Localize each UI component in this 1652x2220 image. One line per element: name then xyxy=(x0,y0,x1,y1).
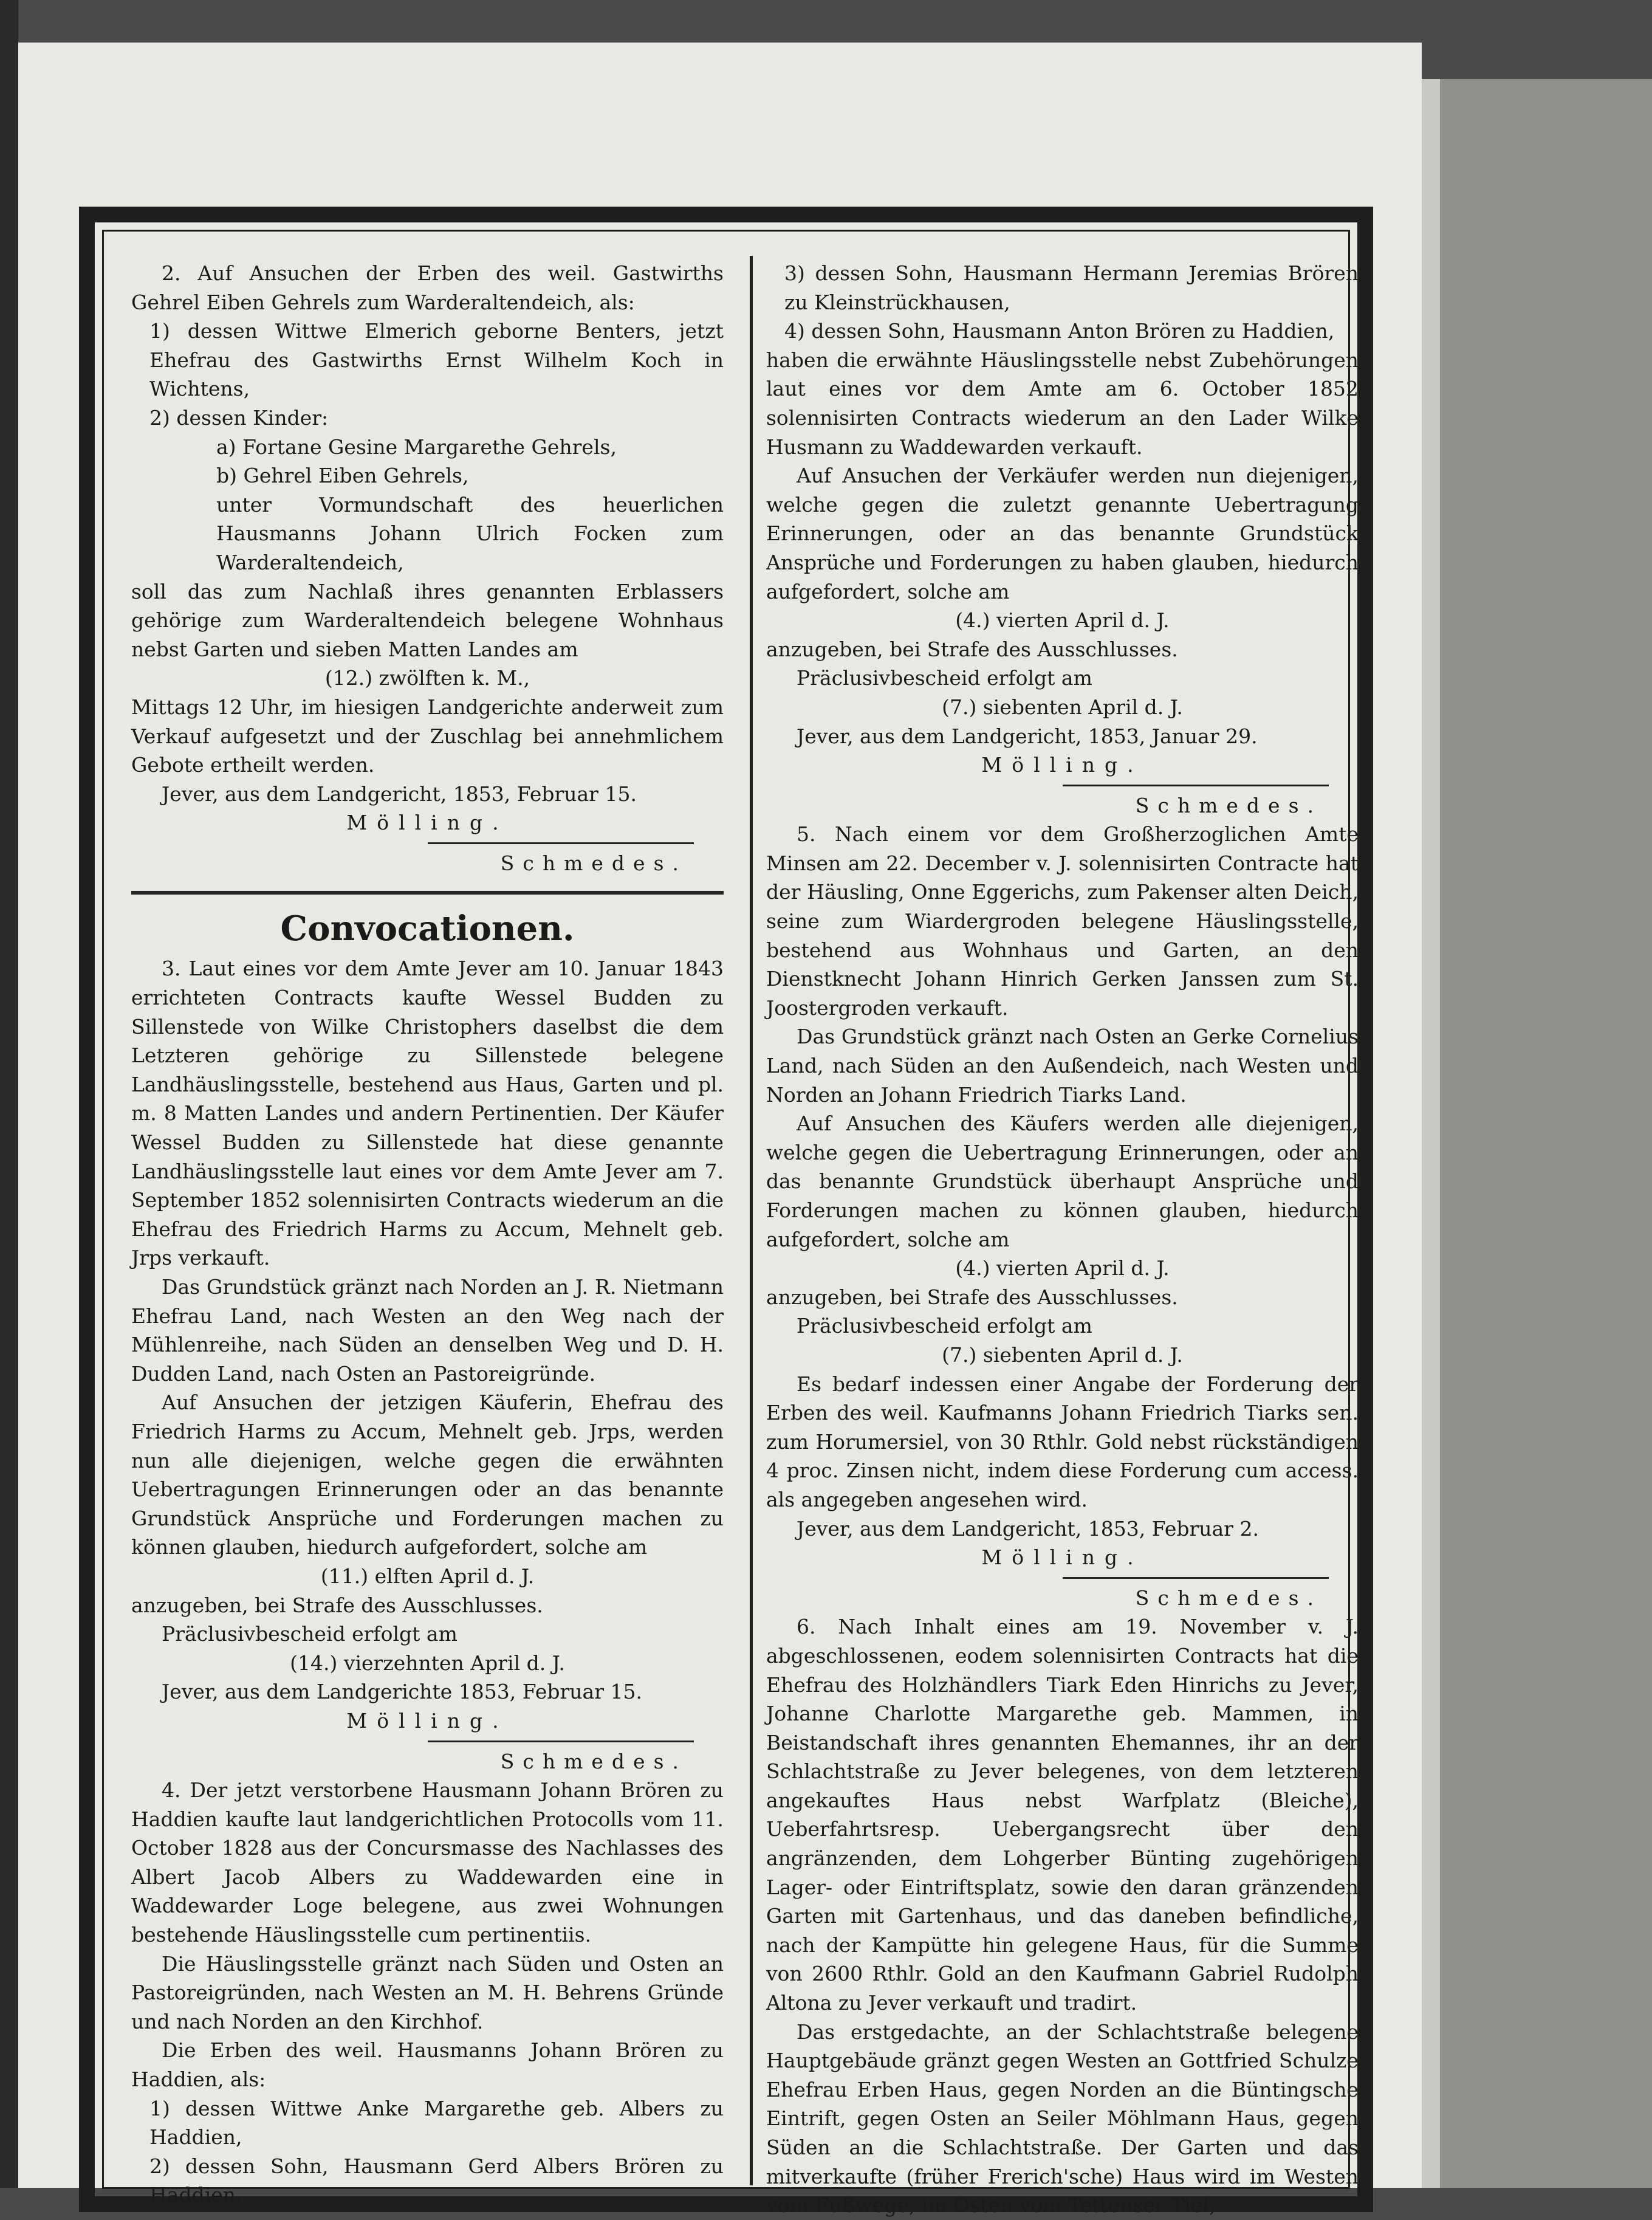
signature-name: Mölling. xyxy=(981,753,1143,777)
paragraph: 4. Der jetzt verstorbene Hausmann Johann Brören zu Haddien kaufte laut landgerichtlichen Protocolls vom 11. October 1828 aus der Concursmasse des Nachlasses des Albert Jacob Albers zu Waddewarden eine in Waddewarder Loge belegene, aus zwei Wohnungen bestehende Häuslingsstelle cum pertinentiis. xyxy=(131,1778,724,1947)
paragraph: anzugeben, bei Strafe des Ausschlusses. xyxy=(131,1593,543,1617)
signature-clerk: Schmedes. xyxy=(500,851,687,875)
signature-rule xyxy=(428,1741,694,1742)
paragraph: Das Grundstück gränzt nach Osten an Gerke Cornelius Land, nach Süden an den Außendeich, nach Westen und Norden an Johann Friedrich Tiarks Land. xyxy=(766,1025,1359,1107)
paragraph: 2. Auf Ansuchen der Erben des weil. Gastwirths Gehrel Eiben Gehrels zum Warderaltendeich, als: xyxy=(131,261,724,314)
left-column xyxy=(131,259,724,2210)
section-heading: Convocationen. xyxy=(280,909,575,949)
paragraph: Auf Ansuchen der Verkäufer werden nun diejenigen, welche gegen die zuletzt genannte Uebertragung Erinnerungen, oder an das benannte Grundstück Ansprüche und Forderungen zu haben glauben, hiedurch aufgefordert, solche am xyxy=(766,464,1359,603)
paragraph: Das erstgedachte, an der Schlachtstraße belegene Hauptgebäude gränzt gegen Westen an Gottfried Schulze Ehefrau Erben Haus, gegen Norden an die Büntingsche Eintrift, gegen Osten an Seiler Möhlmann Haus, gegen Süden an die Schlachtstraße. Der Garten und das mitverkaufte (früher Frerich'sche) Haus wird im Westen vom Fußwege, im Osten vom Tettenser Tief, xyxy=(766,2019,1359,2218)
right-column xyxy=(766,259,1359,2220)
page-border-frame xyxy=(79,207,1373,2218)
signature-rule xyxy=(1063,1577,1329,1579)
paragraph: Die Erben des weil. Hausmanns Johann Brören zu Haddien, als: xyxy=(131,2038,724,2092)
paragraph: haben die erwähnte Häuslingsstelle nebst Zubehörungen laut eines vor dem Amte am 6. October 1852 solennisirten Contracts wiederum an den Lader Wilke Husmann zu Waddewarden verkauft. xyxy=(766,348,1359,459)
paragraph: 5. Nach einem vor dem Großherzoglichen Amte Minsen am 22. December v. J. solennisirten Contracte hat der Häusling, Onne Eggerichs, zum Pakenser alten Deich, seine zum Wiardergroden belegene Häuslingsstelle, bestehend aus Wohnhaus und Garten, an den Dienstknecht Johann Hinrich Gerken Janssen zum St. Joostergroden verkauft. xyxy=(766,822,1359,1020)
paragraph: anzugeben, bei Strafe des Ausschlusses. xyxy=(766,1285,1178,1309)
page-edge xyxy=(1422,79,1440,2188)
sub-list-item: unter Vormundschaft des heuerlichen Hausmanns Johann Ulrich Focken zum Warderaltendeich, xyxy=(216,492,724,574)
paragraph: Die Häuslingsstelle gränzt nach Süden und Osten an Pastoreigründen, nach Westen an M. H. Behrens Gründe und nach Norden an den Kirchhof. xyxy=(131,1951,724,2033)
column-divider xyxy=(750,256,753,2185)
paragraph: Präclusivbescheid erfolgt am xyxy=(797,666,1092,690)
list-item: 1) dessen Wittwe Anke Margarethe geb. Albers zu Haddien, xyxy=(149,2096,724,2150)
date-line: (11.) elften April d. J. xyxy=(320,1564,535,1588)
signature-rule xyxy=(1063,785,1329,786)
sub-list-item: a) Fortane Gesine Margarethe Gehrels, xyxy=(216,435,617,459)
paragraph: 6. Nach Inhalt eines am 19. November v. J. abgeschlossenen, eodem solennisirten Contracts hat die Ehefrau des Holzhändlers Tiark Eden Hinrichs zu Jever, Johanne Charlotte Margarethe geb. Mammen, in Beistandschaft ihres genannten Ehemannes, ihr an der Schlachtstraße zu Jever belegenes, von dem letzteren angekauftes Haus nebst Warfplatz (Bleiche), Ueberfahrtsresp. Uebergangsrecht über den angränzenden, dem Lohgerber Bünting zugehörigen Lager- oder Eintriftsplatz, sowie den daran gränzenden Garten mit Gartenhaus, und das daneben befindliche, nach der Kampütte hin gelegene Haus, für die Summe von 2600 Rthlr. Gold an den Kaufmann Gabriel Rudolph Altona zu Jever verkauft und tradirt. xyxy=(766,1615,1359,2015)
signature-name: Mölling. xyxy=(346,811,509,835)
document-page xyxy=(18,43,1422,2218)
list-item: 1) dessen Wittwe Elmerich geborne Benters, jetzt Ehefrau des Gastwirths Ernst Wilhelm Koch in Wichtens, xyxy=(149,319,724,401)
paragraph: soll das zum Nachlaß ihres genannten Erblassers gehörige zum Warderaltendeich belegene Wohnhaus nebst Garten und sieben Matten Landes am xyxy=(131,579,724,661)
paragraph: Mittags 12 Uhr, im hiesigen Landgerichte anderweit zum Verkauf aufgesetzt und der Zuschlag bei annehmlichem Gebote ertheilt werden. xyxy=(131,695,724,777)
list-item: 2) dessen Sohn, Hausmann Gerd Albers Brören zu Haddien, xyxy=(149,2154,724,2207)
signature-clerk: Schmedes. xyxy=(500,1749,687,1773)
paragraph: 3. Laut eines vor dem Amte Jever am 10. Januar 1843 errichteten Contracts kaufte Wessel Budden zu Sillenstede von Wilke Christophers daselbst die dem Letzteren gehörige zu Sillenstede belegene Landhäuslingsstelle, bestehend aus Haus, Garten und pl. m. 8 Matten Landes und andern Pertinentien. Der Käufer Wessel Budden zu Sillenstede hat diese genannte Landhäuslingsstelle laut eines vor dem Amte Jever am 7. September 1852 solennisirten Contracts wiederum an die Ehefrau des Friedrich Harms zu Accum, Mehnelt geb. Jrps verkauft. xyxy=(131,957,724,1270)
page-border-inner xyxy=(102,230,1359,2218)
paragraph: Jever, aus dem Landgericht, 1853, Februar 2. xyxy=(797,1516,1259,1541)
date-line: (12.) zwölften k. M., xyxy=(324,666,530,690)
date-line: (4.) vierten April d. J. xyxy=(955,1256,1170,1280)
paragraph: Auf Ansuchen der jetzigen Käuferin, Ehefrau des Friedrich Harms zu Accum, Mehnelt geb. Jrps, werden nun alle diejenigen, welche gegen die erwähnten Uebertragungen Erinnerungen oder an das benannte Grundstück Ansprüche und Forderungen machen zu können glauben, hiedurch aufgefordert, solche am xyxy=(131,1390,724,1559)
signature-name: Mölling. xyxy=(981,1545,1143,1570)
paragraph: Jever, aus dem Landgericht, 1853, Januar 29. xyxy=(797,724,1258,748)
sub-list-item: b) Gehrel Eiben Gehrels, xyxy=(216,464,469,488)
date-line: (7.) siebenten April d. J. xyxy=(942,695,1183,719)
paragraph: Das Grundstück gränzt nach Norden an J. R. Nietmann Ehefrau Land, nach Westen an den Weg nach der Mühlenreihe, nach Süden an denselben Weg und D. H. Dudden Land, nach Osten an Pastoreigründe. xyxy=(131,1275,724,1386)
list-item: 2) dessen Kinder: xyxy=(149,405,329,430)
paragraph: Jever, aus dem Landgerichte 1853, Februar 15. xyxy=(162,1680,642,1704)
paragraph: Auf Ansuchen des Käufers werden alle diejenigen, welche gegen die Uebertragung Erinnerungen, oder an das benannte Grundstück überhaupt Ansprüche und Forderungen machen zu können glauben, hiedurch aufgefordert, solche am xyxy=(766,1112,1359,1251)
paragraph: anzugeben, bei Strafe des Ausschlusses. xyxy=(766,637,1178,661)
signature-name: Mölling. xyxy=(346,1708,509,1733)
list-item: 3) dessen Sohn, Hausmann Hermann Jeremias Brören zu Kleinstrückhausen, xyxy=(784,261,1359,314)
date-line: (7.) siebenten April d. J. xyxy=(942,1342,1183,1367)
signature-rule xyxy=(428,842,694,844)
section-divider xyxy=(131,891,724,895)
paragraph: Präclusivbescheid erfolgt am xyxy=(162,1622,458,1646)
date-line: (14.) vierzehnten April d. J. xyxy=(290,1651,565,1675)
signature-clerk: Schmedes. xyxy=(1135,1586,1322,1610)
signature-clerk: Schmedes. xyxy=(1135,793,1322,817)
paragraph: Es bedarf indessen einer Angabe der Forderung der Erben des weil. Kaufmanns Johann Friedrich Tiarks sen. zum Horumersiel, von 30 Rthlr. Gold nebst rückständigen 4 proc. Zinsen nicht, indem diese Forderung cum access. als angegeben angesehen wird. xyxy=(766,1372,1359,1511)
list-item: 4) dessen Sohn, Hausmann Anton Brören zu Haddien, xyxy=(784,319,1335,343)
date-line: (4.) vierten April d. J. xyxy=(955,608,1170,633)
paragraph: Präclusivbescheid erfolgt am xyxy=(797,1314,1092,1338)
scan-background-left xyxy=(0,0,18,2188)
paragraph: Jever, aus dem Landgericht, 1853, Februar 15. xyxy=(162,782,637,806)
page-edge-stack xyxy=(1422,79,1652,2188)
